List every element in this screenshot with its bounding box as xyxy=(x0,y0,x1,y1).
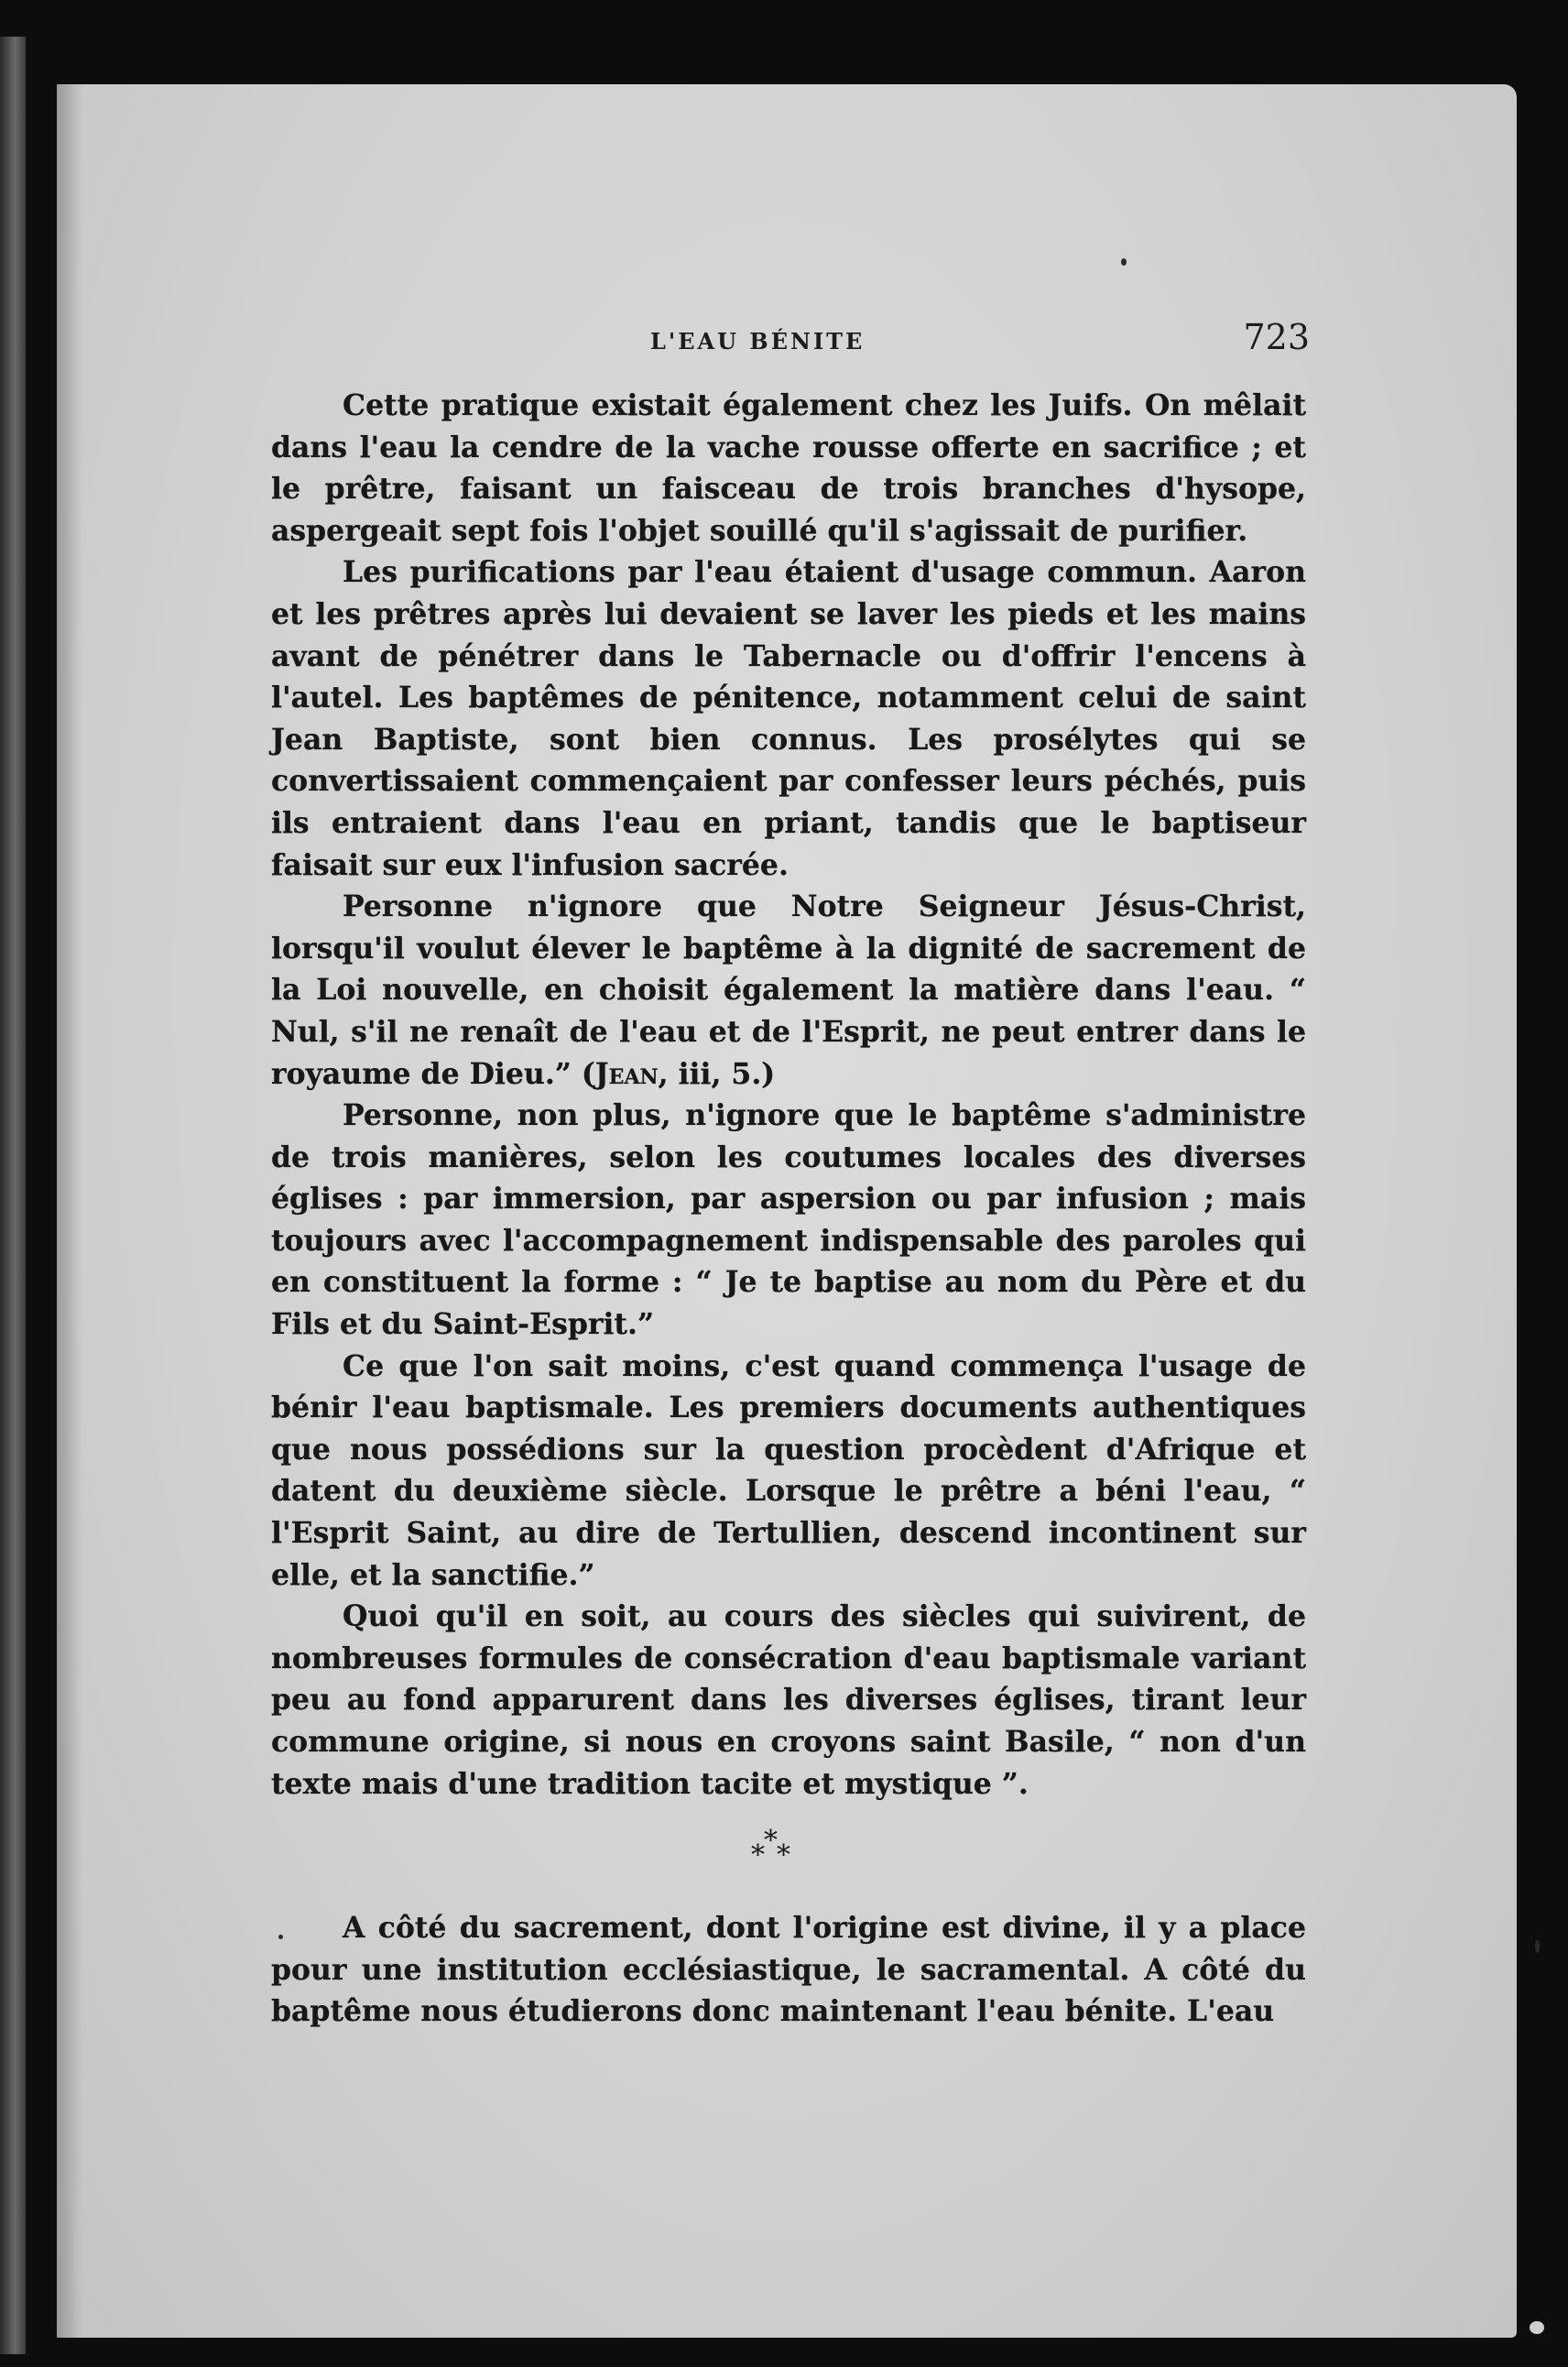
page-number: 723 xyxy=(1243,317,1310,357)
body-text xyxy=(271,385,1306,1805)
running-head xyxy=(275,311,1310,366)
scan-speck xyxy=(278,1935,283,1939)
asterism-star: * xyxy=(777,1839,790,1871)
paragraph-baptism-sacrament-text: Personne n'ignore que Notre Seigneur Jésus-Christ, lorsqu'il voulut élever le baptême à la dignité de sacrement de la Loi nouvelle, en choisit également la matière dans l'eau. “ Nul, s'il ne renaît de l'eau et de l'Esprit, ne peut entrer dans le royaume de Dieu.” ( xyxy=(271,889,1306,1091)
running-title: L'EAU BÉNITE xyxy=(650,328,866,355)
paragraph-consecration-formulas: Quoi qu'il en soit, au cours des siècles qui suivirent, de nombreuses formules de consécration d'eau baptismale variant peu au fond apparurent dans les diverses églises, tirant leur commune origine, si nous en croyons saint Basile, “ non d'un texte mais d'une tradition tacite et mystique ”. xyxy=(271,1599,1306,1801)
scan-speck xyxy=(1535,1940,1540,1953)
paragraph-three-manners: Personne, non plus, n'ignore que le baptême s'administre de trois manières, selon les coutumes locales des diverses églises : par immersion, par aspersion ou par infusion ; mais toujours avec l'accompagnement indispensable des paroles qui en constituent la forme : “ Je te baptise au nom du Père et du Fils et du Saint-Esprit.” xyxy=(271,1098,1306,1342)
paragraph-baptism-sacrament xyxy=(271,886,1306,1095)
scan-speck xyxy=(1530,2321,1544,2334)
paragraph-purifications: Les purifications par l'eau étaient d'usage commun. Aaron et les prêtres après lui devaient se laver les pieds et les mains avant de pénétrer dans le Tabernacle ou d'offrir l'encens à l'autel. Les baptêmes de pénitence, notamment celui de saint Jean Baptiste, sont bien connus. Les prosélytes qui se convertissaient commençaient par confesser leurs péchés, puis ils entraient dans l'eau en priant, tandis que le baptiseur faisait sur eux l'infusion sacrée. xyxy=(271,555,1306,882)
citation-reference: , iii, 5.) xyxy=(658,1056,776,1091)
paragraph-blessing-water: Ce que l'on sait moins, c'est quand commença l'usage de bénir l'eau baptismale. Les premiers documents authentiques que nous possédions sur la question procèdent d'Afrique et datent du deuxième siècle. Lorsque le prêtre a béni l'eau, “ l'Esprit Saint, au dire de Tertullien, descend incontinent sur elle, et la sanctifie.” xyxy=(271,1348,1306,1592)
paragraph-sacramental: A côté du sacrement, dont l'origine est divine, il y a place pour une institution ecclésiastique, le sacramental. A côté du baptême nous étudierons donc maintenant l'eau bénite. L'eau xyxy=(271,1911,1306,2029)
page-gutter-shadow xyxy=(57,84,82,2338)
paragraph-jewish-practice: Cette pratique existait également chez les Juifs. On mêlait dans l'eau la cendre de la vache rousse offerte en sacrifice ; et le prêtre, faisant un faisceau de trois branches d'hysope, aspergeait sept fois l'objet souillé qu'il s'agissait de purifier. xyxy=(271,388,1306,548)
asterism-section-break xyxy=(751,1823,824,1878)
citation-author: Jean xyxy=(594,1056,659,1091)
asterism-star: * xyxy=(764,1825,778,1857)
body-text-continued xyxy=(271,1907,1306,2033)
asterism-star: * xyxy=(751,1839,765,1871)
scan-speck xyxy=(1121,258,1127,266)
previous-page-edge xyxy=(0,37,26,2354)
